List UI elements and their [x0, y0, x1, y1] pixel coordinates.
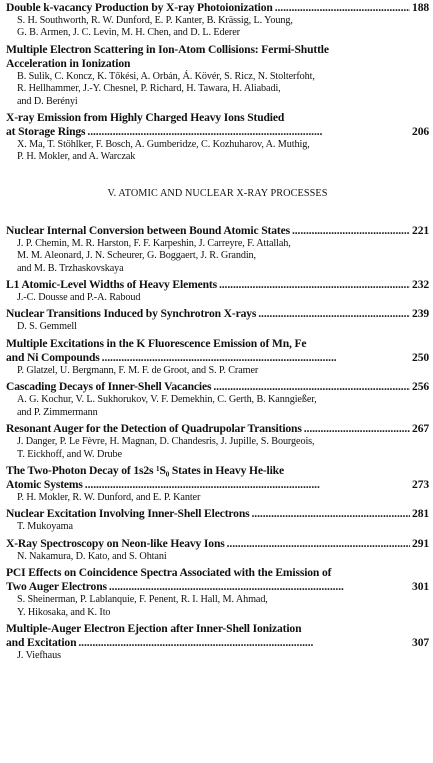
entry-authors: D. S. Gemmell: [17, 321, 77, 333]
entry-title: and Excitation: [6, 635, 77, 649]
entry-title: and Ni Compounds: [6, 350, 100, 364]
page-number: 221: [412, 223, 429, 237]
entry-authors: and D. Berényi: [17, 95, 78, 107]
toc-entry: [6, 422, 429, 461]
entry-authors: T. Mukoyama: [17, 521, 73, 533]
toc-entry: [6, 1, 429, 40]
dot-leader: [102, 351, 410, 365]
entry-title: X-Ray Spectroscopy on Neon-like Heavy Ions: [6, 536, 225, 550]
entry-authors: and P. Zimmermann: [17, 406, 98, 418]
entry-authors: A. G. Kochur, V. L. Sukhorukov, V. F. Demekhin, C. Gerth, B. Kanngießer,: [17, 394, 317, 406]
dot-leader: [275, 1, 410, 15]
entry-authors: J. P. Chemin, M. R. Harston, F. F. Karpeshin, J. Carreyre, F. Attallah,: [17, 237, 291, 249]
page-number: 256: [412, 380, 429, 394]
section-heading: V. ATOMIC AND NUCLEAR X-RAY PROCESSES: [107, 187, 328, 199]
toc-entry: [6, 380, 429, 419]
page-number: 232: [412, 278, 429, 292]
entry-authors: J. Viefhaus: [17, 649, 61, 661]
page-number: 291: [412, 536, 429, 550]
entry-authors: G. B. Armen, J. C. Levin, M. H. Chen, and D. L. Ederer: [17, 27, 240, 39]
toc-entry: [6, 337, 429, 377]
entry-title: The Two-Photon Decay of 1s2s ¹S₀ States in Heavy He-like: [6, 463, 284, 477]
entry-title: at Storage Rings: [6, 125, 86, 139]
entry-authors: R. Hellhammer, J.-Y. Chesnel, P. Richard, H. Tawara, H. Aliabadi,: [17, 83, 281, 95]
dot-leader: [78, 636, 410, 650]
page-number: 281: [412, 507, 429, 521]
entry-authors: B. Sulik, C. Koncz, K. Tőkési, A. Orbán, Á. Kövér, S. Ricz, N. Stolterfoht,: [17, 70, 315, 82]
dot-leader: [227, 537, 410, 551]
entry-title: PCI Effects on Coincidence Spectra Associated with the Emission of: [6, 566, 332, 580]
dot-leader: [109, 580, 410, 594]
entry-authors: X. Ma, T. Stöhlker, F. Bosch, A. Gumberidze, C. Kozhuharov, A. Muthig,: [17, 139, 310, 151]
entry-authors: and M. B. Trzhaskovskaya: [17, 262, 124, 274]
entry-authors: M. M. Aleonard, J. N. Scheurer, G. Boggaert, J. R. Grandin,: [17, 250, 257, 262]
entry-title: Cascading Decays of Inner-Shell Vacancies: [6, 380, 212, 394]
entry-authors: S. H. Southworth, R. W. Dunford, E. P. Kanter, B. Krässig, L. Young,: [17, 15, 293, 26]
entry-authors: J. Danger, P. Le Fèvre, H. Magnan, D. Chandesris, J. Jupille, S. Bourgeois,: [17, 436, 315, 448]
entry-authors: N. Nakamura, D. Kato, and S. Ohtani: [17, 550, 167, 562]
entry-title: L1 Atomic-Level Widths of Heavy Elements: [6, 278, 217, 292]
page-number: 273: [412, 477, 429, 491]
toc-entry: [6, 278, 429, 304]
entry-title: Nuclear Transitions Induced by Synchrotron X-rays: [6, 307, 257, 321]
toc-entry: [6, 224, 429, 275]
toc-entry: [6, 464, 429, 504]
entry-authors: P. Glatzel, U. Bergmann, F. M. F. de Groot, and S. P. Cramer: [17, 364, 259, 376]
page-number: 267: [412, 422, 429, 436]
entry-authors: Y. Hikosaka, and K. Ito: [17, 606, 111, 618]
entry-title: Acceleration in Ionization: [6, 56, 131, 70]
page-number: 188: [412, 1, 429, 14]
entry-authors: T. Eickhoff, and W. Drube: [17, 448, 122, 460]
entry-authors: P. H. Mokler, R. W. Dunford, and E. P. Kanter: [17, 491, 201, 503]
toc-entry: [6, 537, 429, 563]
entry-title: Two Auger Electrons: [6, 580, 107, 594]
page-number: 301: [412, 580, 429, 594]
dot-leader: [219, 278, 410, 292]
entry-title: Multiple-Auger Electron Ejection after Inner-Shell Ionization: [6, 621, 302, 635]
entry-title: Resonant Auger for the Detection of Quadrupolar Transitions: [6, 422, 302, 436]
entry-title: Multiple Excitations in the K Fluorescence Emission of Mn, Fe: [6, 336, 307, 350]
page-number: 307: [412, 635, 429, 649]
toc-entry: [6, 566, 429, 619]
toc-entry: [6, 43, 429, 108]
page-number: 206: [412, 125, 429, 139]
entry-title: X-ray Emission from Highly Charged Heavy Ions Studied: [6, 111, 285, 125]
entry-title: Atomic Systems: [6, 477, 83, 491]
dot-leader: [85, 478, 410, 492]
entry-authors: J.-C. Dousse and P.-A. Raboud: [17, 292, 141, 304]
dot-leader: [213, 380, 410, 394]
toc-entry: [6, 307, 429, 333]
toc-entry: [6, 622, 429, 662]
dot-leader: [258, 307, 410, 321]
entry-authors: S. Sheinerman, P. Lablanquie, F. Penent, R. I. Hall, M. Ahmad,: [17, 594, 268, 606]
dot-leader: [252, 507, 411, 521]
page-number: 250: [412, 350, 429, 364]
entry-title: Multiple Electron Scattering in Ion-Atom Collisions: Fermi-Shuttle: [6, 42, 329, 56]
dot-leader: [304, 422, 410, 436]
entry-authors: P. H. Mokler, and A. Warczak: [17, 151, 136, 163]
toc-list-top: [6, 1, 429, 167]
page-number: 239: [412, 307, 429, 321]
toc-entry: [6, 507, 429, 533]
toc-entry: [6, 111, 429, 164]
entry-title: Nuclear Internal Conversion between Bound Atomic States: [6, 223, 290, 237]
entry-title: Double k-vacancy Production by X-ray Photoionization: [6, 1, 273, 14]
entry-title: Nuclear Excitation Involving Inner-Shell Electrons: [6, 507, 250, 521]
toc-list-bottom: [6, 224, 429, 666]
dot-leader: [87, 125, 410, 139]
dot-leader: [292, 224, 410, 238]
